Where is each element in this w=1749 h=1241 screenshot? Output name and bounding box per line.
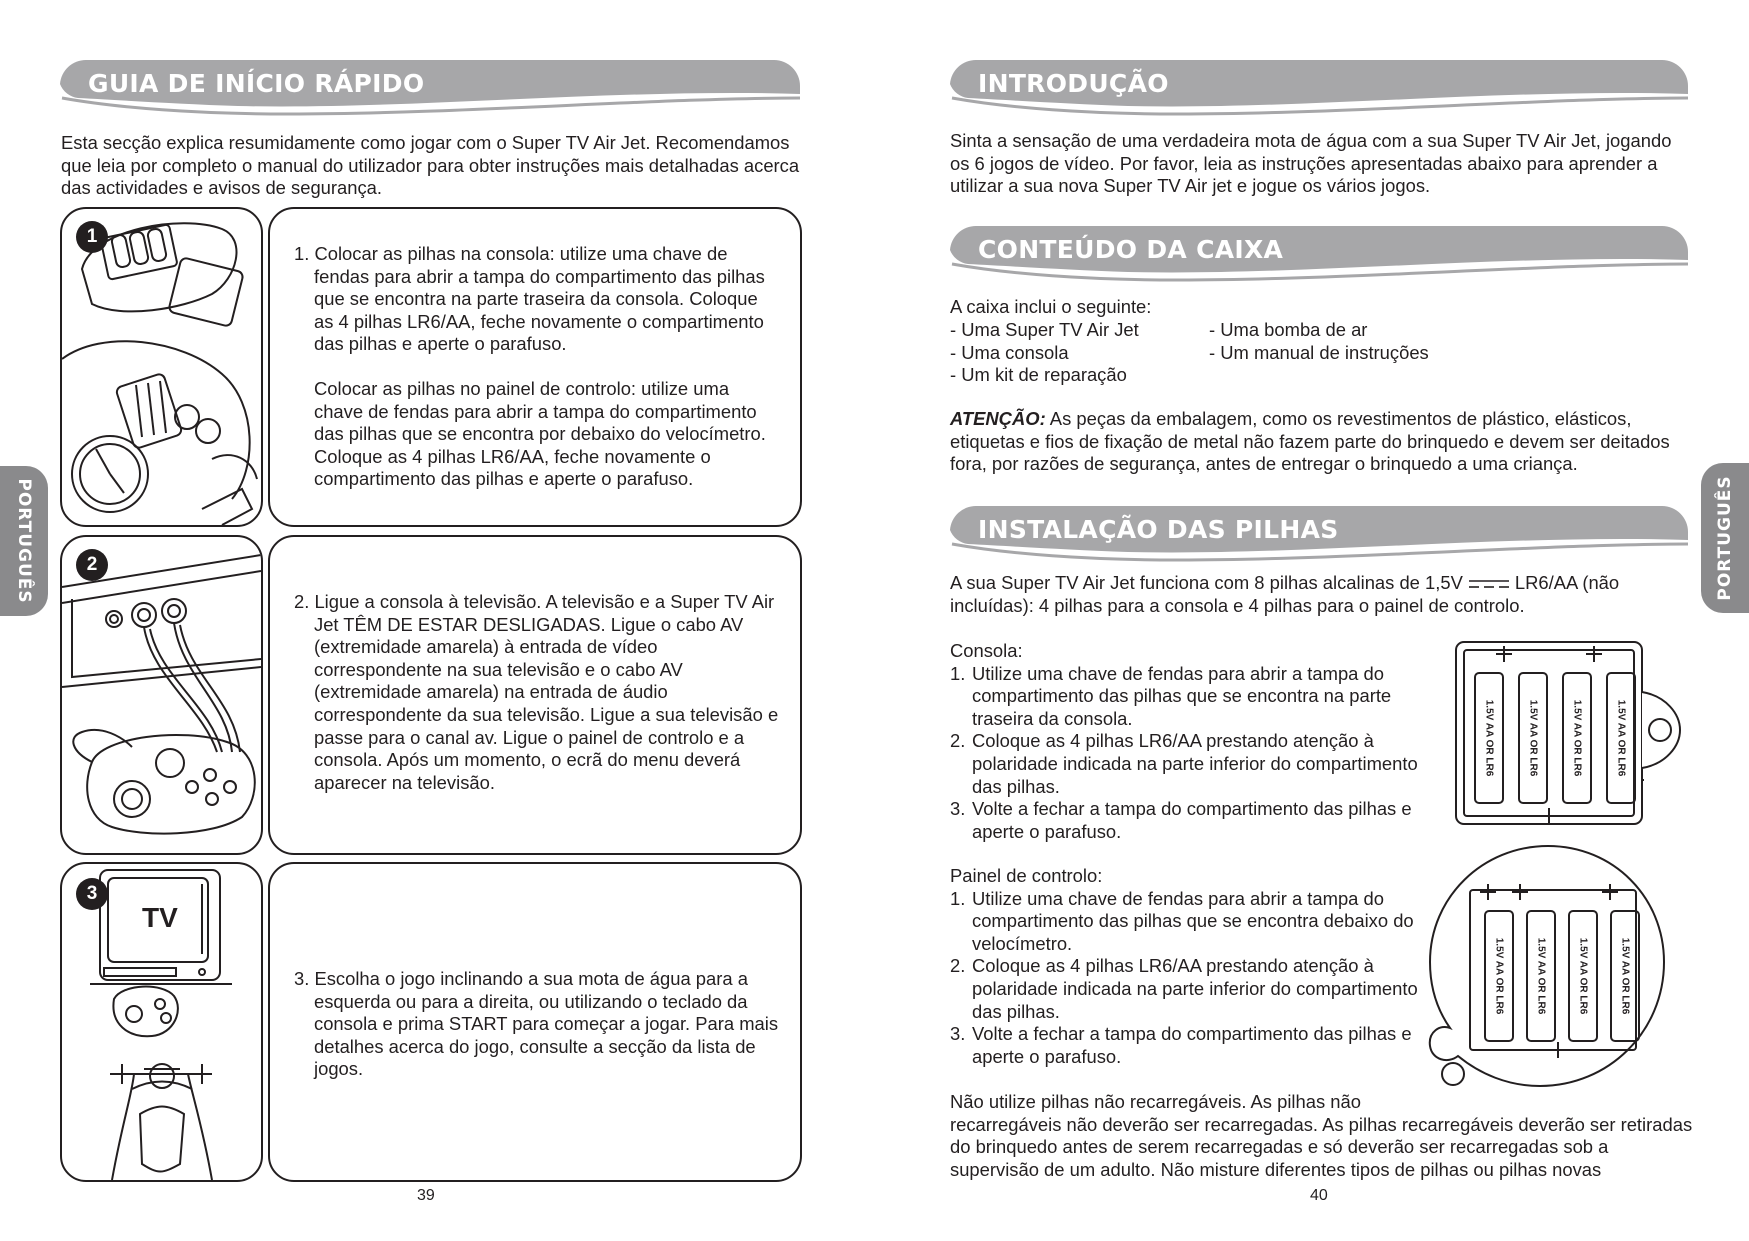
right-page-number: 40 [1310,1187,1328,1204]
warning-label: ATENÇÃO: [950,408,1046,429]
panel-heading: Painel de controlo: [950,865,1103,886]
battery-cell-label: 1.5V AA OR LR6 [1483,699,1495,777]
console-heading: Consola: [950,640,1023,661]
battery-cell-label: 1.5V AA OR LR6 [1535,937,1547,1015]
panel-step [950,888,1440,956]
box-item-2: - Uma consola [950,341,1069,363]
introduction-banner [948,58,1690,116]
step-1-para-1: 1. Colocar as pilhas na consola: utilize uma chave de fendas para abrir a tampa do compartimento das pilhas que se encontra na parte traseira da consola. Coloque as 4 pilhas LR6/AA, feche novamente o compartimento das pilhas e aperte o parafuso. [294,243,765,355]
panel-battery-compartment [1428,842,1668,1102]
battery-install-banner [948,504,1690,562]
step-3-text-box [268,862,802,1182]
step-1-text-box [268,207,802,527]
step-text: Volte a fechar a tampa do compartimento das pilhas e aperte o parafuso. [972,1023,1412,1067]
step-number: 2. [950,730,966,752]
tv-connection-drawing [62,537,261,853]
box-contents-left-list [950,319,1210,387]
left-page-number: 39 [417,1187,435,1204]
battery-install-drawing [62,209,261,525]
box-contents-banner [948,224,1690,282]
step-text: Volte a fechar a tampa do compartimento das pilhas e aperte o parafuso. [972,798,1412,842]
console-batteries [1474,672,1630,802]
battery-cell-label: 1.5V AA OR LR6 [1571,699,1583,777]
step-number: 3. [950,798,966,820]
battery-cell-label: 1.5V AA OR LR6 [1615,699,1627,777]
battery-cell-label: 1.5V AA OR LR6 [1577,937,1589,1015]
panel-step [950,1023,1440,1068]
quick-start-banner [58,58,802,116]
battery-safety-line-1: Não utilize pilhas não recarregáveis. As pilhas não [950,1091,1361,1112]
step-number: 3. [950,1023,966,1045]
step-3-badge: 3 [76,878,108,910]
step-1-para-2: Colocar as pilhas no painel de controlo: utilize uma chave de fendas para abrir a tampa do compartimento das pilhas que se encontra por debaixo do velocímetro. Coloque as 4 pilhas LR6/AA, feche novamente o compartimento das pilhas e aperte o parafuso. [314,377,766,490]
left-language-tab [0,466,48,616]
panel-steps [950,888,1440,1069]
step-number: 1. [950,887,966,909]
compartment-tab-icon [1636,690,1686,770]
panel-batteries [1484,910,1640,1040]
tv-label: TV [142,902,178,933]
box-item-1: - Uma Super TV Air Jet [950,319,1139,340]
battery-safety-rest: recarregáveis não deverão ser recarregadas. As pilhas recarregáveis deverão ser retiradas do brinquedo antes de serem recarregadas e só deverão ser recarregadas sob a supervisão de um adulto. Não misture diferentes tipos de pilhas ou pilhas novas [950,1113,1693,1180]
console-section [950,640,1440,843]
console-step [950,663,1440,731]
step-1-text [294,243,782,491]
step-text: Coloque as 4 pilhas LR6/AA prestando atenção à polaridade indicada na parte inferior do compartimento das pilhas. [972,955,1418,1022]
battery-cell [1518,672,1548,804]
box-contents-right-list [1209,319,1509,364]
introduction-text: Sinta a sensação de uma verdadeira mota de água com a sua Super TV Air Jet, jogando os 6 jogos de vídeo. Por favor, leia as instruções apresentadas abaixo para aprender a utilizar a sua nova Super TV Air jet e jogue os vários jogos. [950,130,1672,197]
battery-cell-label: 1.5V AA OR LR6 [1619,937,1631,1015]
box-item-4: - Uma bomba de ar [1209,319,1368,340]
step-text: Utilize uma chave de fendas para abrir a tampa do compartimento das pilhas que se encontra debaixo do velocímetro. [972,887,1414,954]
step-text: Utilize uma chave de fendas para abrir a tampa do compartimento das pilhas que se encontra na parte traseira da consola. [972,662,1392,729]
right-language-tab-label: PORTUGUÊS [1715,475,1735,601]
battery-cell [1568,910,1598,1042]
step-2-para-1: 2. Ligue a consola à televisão. A televisão e a Super TV Air Jet TÊM DE ESTAR DESLIGADAS. Ligue o cabo AV (extremidade amarela) à entrada de vídeo correspondente na sua televisão e o cabo AV (extremidade amarela) na entrada de áudio correspondente da sua televisão. Ligue a sua televisão e passe para o canal av. Ligue o painel de controlo e a consola. Após um momento, o ecrã do menu deverá aparecer na televisão. [294,591,779,793]
introduction-title: INTRODUÇÃO [978,69,1169,98]
step-2-illustration [60,535,263,855]
battery-cell [1610,910,1640,1042]
step-text: Coloque as 4 pilhas LR6/AA prestando atenção à polaridade indicada na parte inferior do compartimento das pilhas. [972,730,1418,797]
step-3-text [294,968,782,1081]
battery-cell [1562,672,1592,804]
battery-install-title: INSTALAÇÃO DAS PILHAS [978,515,1339,544]
battery-cell [1606,672,1636,804]
dc-symbol-icon [1469,579,1509,589]
quick-start-intro-text: Esta secção explica resumidamente como jogar com o Super TV Air Jet. Recomendamos que leia por completo o manual do utilizador para obter instruções mais detalhadas acerca das actividades e avisos de segurança. [61,132,800,199]
battery-cell [1526,910,1556,1042]
warning-text: As peças da embalagem, como os revestimentos de plástico, elásticos, etiquetas e fios de fixação de metal não fazem parte do brinquedo e devem ser deitados fora, por razões de segurança, antes de entregar o brinquedo a uma criança. [950,408,1670,475]
panel-step [950,955,1440,1023]
quick-start-title: GUIA DE INÍCIO RÁPIDO [88,69,425,98]
battery-intro-a: A sua Super TV Air Jet funciona com 8 pilhas alcalinas de 1,5V [950,572,1463,593]
battery-cell [1474,672,1504,804]
battery-intro-b: LR6/AA (não incluídas): 4 pilhas para a consola e 4 pilhas para o painel de controlo. [950,572,1620,616]
console-step [950,798,1440,843]
box-item-3: - Um kit de reparação [950,364,1127,386]
battery-cell-label: 1.5V AA OR LR6 [1527,699,1539,777]
console-steps [950,663,1440,844]
battery-safety-text [950,1091,1695,1181]
step-number: 2. [950,955,966,977]
box-contents-title: CONTEÚDO DA CAIXA [978,235,1284,264]
step-2-text [294,591,782,794]
console-step [950,730,1440,798]
box-item-5: - Um manual de instruções [1209,341,1429,363]
battery-cell [1484,910,1514,1042]
quick-start-intro [61,132,807,200]
step-1-badge: 1 [76,221,108,253]
box-contents-lead: A caixa inclui o seguinte: [950,296,1152,317]
step-3-illustration [60,862,263,1182]
step-3-para-1: 3. Escolha o jogo inclinando a sua mota de água para a esquerda ou para a direita, ou utilizando o teclado da consola e prima START para começar a jogar. Para mais detalhes acerca do jogo, consulte a secção da lista de jogos. [294,968,779,1080]
left-language-tab-label: PORTUGUÊS [14,478,34,604]
console-battery-compartment [1454,640,1644,826]
step-2-text-box [268,535,802,855]
step-1-illustration [60,207,263,527]
panel-section [950,865,1440,1068]
step-number: 1. [950,662,966,684]
right-language-tab [1701,463,1749,613]
battery-intro [950,572,1695,617]
battery-cell-label: 1.5V AA OR LR6 [1493,937,1505,1015]
warning-paragraph [950,408,1695,476]
step-2-badge: 2 [76,549,108,581]
